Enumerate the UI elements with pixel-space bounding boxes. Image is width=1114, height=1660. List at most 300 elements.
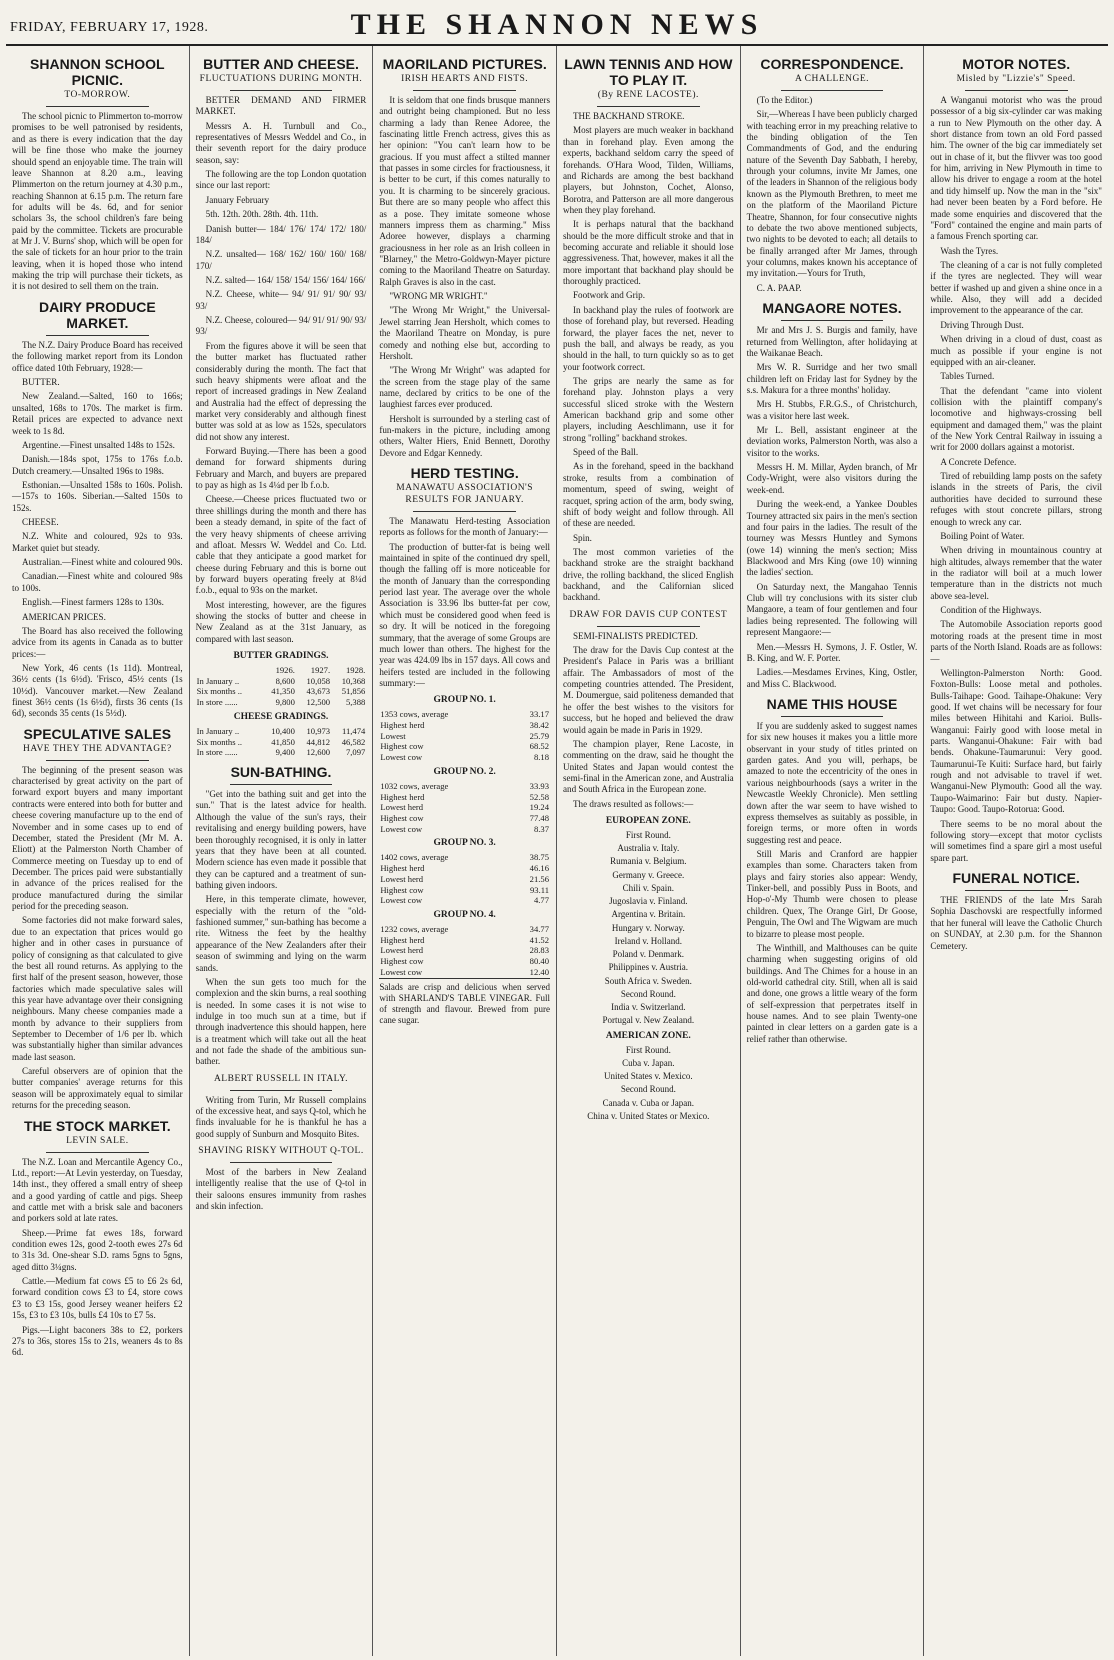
table-cell: 33.93 (529, 780, 549, 791)
column-1 (6, 46, 190, 1656)
article-body (747, 325, 918, 690)
table-cell: Six months .. (196, 686, 243, 697)
article-subhead: LEVIN SALE. (66, 1135, 129, 1146)
match: Hungary v. Norway. (611, 922, 685, 933)
article-headline: SUN-BATHING. (230, 764, 332, 781)
article-body (196, 95, 367, 645)
paragraph: Cattle.—Medium fat cows £5 to £6 2s 6d, forward condition cows £3 to £4, store cows £3 to £3 15s, good Jersey weaner heifers £2 15s, £3 to £3 10s, bulls £4 10s to £7 5s. (12, 1276, 183, 1321)
table-title: CHEESE GRADINGS. (233, 711, 329, 722)
table-cell: 38.75 (529, 852, 549, 863)
paragraph: "The Wrong Mr Wright," the Universal-Jewel starring Jean Hersholt, which comes to the Maoriland Theatre on Monday, is pure comedy and nothing else but, according to Hersholt. (379, 305, 550, 361)
zone-title: EUROPEAN ZONE. (605, 816, 691, 827)
article-headline: MOTOR NOTES. (962, 56, 1071, 72)
paragraph: Wash the Tyres. (940, 245, 999, 256)
table-row (379, 967, 550, 978)
table-cell (196, 665, 261, 676)
article-body (12, 1157, 183, 1359)
table-cell: Lowest (380, 730, 406, 741)
table-cell: 8.18 (533, 752, 549, 763)
paragraph: (To the Editor.) (756, 94, 813, 105)
table-cell: Lowest cow (380, 966, 423, 977)
rule-divider (597, 106, 699, 107)
table-cell: 33.17 (529, 709, 549, 720)
paragraph: Driving Through Dust. (940, 319, 1024, 330)
paragraph: When the sun gets too much for the complexion and the skin burns, a real soothing is needed. In some cases it is not wise to indulge in too much sun at a time, but if through inadvertence this should happen, here is a treatment which will take out all the heat and not fade the shade of the ambitious sun-bather. (195, 976, 367, 1067)
table-cell: 38.42 (529, 719, 549, 730)
paragraph: N.Z. unsalted— 168/ 162/ 160/ 160/ 168/ 170/ (195, 249, 367, 271)
article-headline: CORRESPONDENCE. (760, 56, 904, 72)
paragraph: BETTER DEMAND AND FIRMER MARKET. (195, 94, 367, 117)
paragraph: Men.—Messrs H. Symons, J. F. Ostler, W. B. King, and W. F. Porter. (746, 641, 918, 663)
columns (6, 46, 1108, 1656)
paragraph: The school picnic to Plimmerton to-morrow promises to be well patronised by residents, and as there is every indication that the day will be fine those who make the journey should spend an enjoyable time. The train will leave Shannon at 8.20 a.m., leaving Plimmerton on the return journey at 4.30 p.m., reaching Shannon at 6.15 p.m. The return fare for adults will be 4s. 6d, and for senior scholars 3s, the school children's fare being paid by the committee. Tickets are procurable at Mr J. V. Burns' shop, which will be open for the sale of tickets for an hour prior to the train leaving, when it is hoped those who intend making the trip will purchase their tickets, as it is not desired to sell them on the train. (12, 111, 183, 292)
article-subhead: ALBERT RUSSELL IN ITALY. (213, 1073, 349, 1084)
paragraph: The draw for the Davis Cup contest at the President's Palace in Paris was a brilliant affair. The Ambassadors of most of the competing countries attended. The President, M. Doumergue, said politeness demanded that he offer the best wishes to the visitors for success, but he hoped and believed the draw would again be made in Paris in 1929. (563, 645, 734, 735)
table-cell: 7,097 (345, 747, 366, 758)
paragraph: Boiling Point of Water. (940, 530, 1025, 541)
paragraph: Sheep.—Prime fat ewes 18s, forward condition ewes 12s, good 2-tooth ewes 27s 6d to 31s 3d. One-shear S.D. rams 5gns to 5gns, aged ditto 3¼gns. (12, 1227, 183, 1272)
article (930, 870, 1102, 952)
article-subhead: Misled by "Lizzie's" Speed. (956, 74, 1076, 85)
paragraph: It is perhaps natural that the backhand should be the more difficult stroke and that in becoming accurate and reliable it should lose aggressiveness. That, however, makes it all the more important that backhand play should be thoroughly practiced. (563, 219, 734, 287)
rule-divider (46, 760, 148, 761)
article-headline: LAWN TENNIS AND HOW TO PLAY IT. (564, 56, 733, 89)
table-cell: 51,856 (341, 686, 366, 697)
paragraph: Wellington-Palmerston North: Good. Foxton-Bulls: Loose metal and potholes. Bulls-Taihape: Good. Taihape-Ohakune: Very good. If wet chains will be necessary for four miles between Hihitahi and Karioi. Bulls-Wanganui: Fairly good with loose metal in parts. Wanganui-Ohakune: Fair with bad bends. Ohakune-Taumarunui: Very good. Taumarunui-Te Kuiti: Surface hard, but fairly rough and not advisable to travel if wet. Wanganui-New Plymouth: Good all the way. Taupo-Waimarino: Fair but dusty. Napier-Taupo: Good. Taupo-Rotorua: Good. (930, 667, 1102, 815)
paragraph: Some factories did not make forward sales, due to an expectation that prices would go higher and in other cases in pursuance of policy of consigning as that calculated to give the best all round returns. As applying to the first half of the present season, however, those factories which made speculative sales will this year have advantage over their consigning neighbours. Many cheese companies made a month by advance to their suppliers from September to December of 1/6 per lb. which was substantially higher than similar advances made last season. (12, 915, 183, 1062)
article-subhead: A CHALLENGE. (794, 74, 870, 85)
herd-table (379, 852, 550, 906)
match: Chili v. Spain. (622, 882, 675, 893)
paragraph: A Wanganui motorist who was the proud possessor of a big six-cylinder car was making a run to New Plymouth on the other day. A short distance from town an old Ford passed him. The owner of the big car immediately set out in chase of it, but the flivver was too good for him, arriving in New Plymouth in time to allow his driver to engage a room at the hotel and tidy himself up. Now the man in the "six" had never been beaten by a Ford before. He made some enquiries and discovered that the "Ford" contained the engine and main parts of a famous French sporting car. (930, 94, 1102, 242)
article (12, 726, 183, 1112)
paragraph: Most of the barbers in New Zealand intelligently realise that the use of Q-tol in their saloons ensures immunity from rashes and skin infection. (195, 1166, 367, 1212)
paragraph: The Manawatu Herd-testing Association reports as follows for the month of January:— (379, 515, 550, 538)
match: Australia v. Italy. (617, 843, 680, 854)
paragraph: Condition of the Highways. (940, 605, 1042, 616)
table-header-cell: 1927. (310, 665, 331, 676)
article (379, 56, 550, 459)
article (196, 764, 367, 1068)
paragraph: The Automobile Association reports good motoring roads at the present time in most parts of the North Island. Roads are as follows:— (930, 619, 1102, 664)
match: Germany v. Greece. (612, 869, 685, 880)
paragraph: Careful observers are of opinion that the butter companies' average returns for this season will be approximately equal to similar returns for the preceding season. (12, 1066, 183, 1111)
rule-divider (230, 90, 332, 91)
table-header-cell: 1926. (275, 665, 295, 676)
article (747, 300, 918, 690)
table-cell: 93.11 (529, 884, 549, 895)
paragraph: Most players are much weaker in backhand than in forehand play. Even among the experts, backhand seldom carry the speed of forehands. O'Hara Wood, Tilden, Williams, and Richards are among the best backhand players, but Johnston, Cochet, Alonso, Borotra, and Patterson are all more dangerous when they play forehand. (563, 125, 734, 215)
table-cell: 52.58 (529, 791, 549, 802)
table-cell: 9,400 (275, 747, 295, 758)
paragraph: Messrs H. M. Millar, Ayden branch, of Mr Cody-Wright, were also visitors during the week-end. (746, 462, 918, 495)
rule-divider (413, 511, 515, 512)
column-6 (924, 46, 1108, 1656)
match: United States v. Mexico. (604, 1071, 693, 1082)
paragraph: New Zealand.—Salted, 160 to 166s; unsalted, 168s to 170s. The market is firm. Retail prices are expected to advance next week to 1s 8d. (12, 391, 183, 436)
rule-divider (413, 90, 515, 91)
article-body (747, 95, 918, 294)
article (563, 56, 734, 604)
article-subhead: SHAVING RISKY WITHOUT Q-TOL. (198, 1146, 364, 1157)
article-headline: SPECULATIVE SALES (23, 725, 172, 742)
table-header-cell: 1928. (345, 665, 366, 676)
table-row (379, 720, 550, 731)
table-row (196, 726, 367, 737)
paragraph: Most interesting, however, are the figures showing the stocks of butter and cheese in New Zealand as at the 31st January, as compared with last season. (195, 599, 367, 644)
table-cell: Lowest cow (380, 895, 423, 906)
herd-table (379, 709, 550, 763)
article-body (12, 765, 183, 1112)
advertisement: Salads are crisp and delicious when served with SHARLAND'S TABLE VINEGAR. Full of strength and flavour. Brewed from pure cane sugar. (379, 978, 550, 1027)
table-row (196, 747, 367, 758)
paragraph: Danish butter— 184/ 176/ 174/ 172/ 180/ 184/ (195, 223, 367, 245)
table-row (379, 741, 550, 752)
group-title: GROUP NO. 2. (433, 766, 496, 777)
table-row (379, 852, 550, 863)
rule-divider (46, 335, 148, 336)
article-body (196, 1167, 367, 1212)
table-cell: 46,582 (341, 736, 366, 747)
paragraph: The Winthill, and Malthouses can be quite charming when suggesting origins of old buildings. And The Chimes for a house in an old-world cathedral city. Still, when all is said and done, one grows a little weary of the form of self-expression that perpetrates itself in house names. And to see plain Twenty-one painted in clear letters on a garden gate is a relief rather than otherwise. (746, 942, 918, 1044)
article-headline: HERD TESTING. (410, 465, 519, 482)
rule-divider (781, 716, 883, 717)
article-headline: NAME THIS HOUSE (766, 695, 898, 712)
table-cell: 34.77 (529, 923, 549, 934)
table-cell: 4.77 (533, 895, 549, 906)
table-cell: 80.40 (529, 956, 549, 967)
table-row (379, 813, 550, 824)
table-cell: Highest herd (380, 934, 425, 945)
match: Poland v. Denmark. (612, 949, 685, 960)
paragraph: The grips are nearly the same as for forehand play. Johnston plays a very successful sliced stroke with the Western American backhand grip and some other players, including Aeschlimann, use it for strong "rolling" backhand strokes. (563, 375, 734, 443)
table-cell: 8,600 (275, 675, 295, 686)
paragraph: Mrs W. R. Surridge and her two small children left on Friday last for Sydney by the s.s. Makura for a three months' holiday. (746, 362, 918, 395)
table-row (379, 781, 550, 792)
masthead (6, 0, 1108, 46)
rule-divider (781, 90, 883, 91)
paragraph: The Board has also received the following advice from its agents in Canada as to butter prices:— (12, 625, 183, 659)
table-cell: 28.83 (529, 945, 549, 956)
table-row (196, 676, 367, 687)
article-body (379, 95, 550, 459)
group-title: GROUP NO. 3. (433, 838, 496, 849)
article-body (747, 721, 918, 1045)
paragraph: On Saturday next, the Mangahao Tennis Club will try conclusions with its sister club Mangaore, a team of four gentlemen and four ladies being represented. The following will represent Mangaore:— (746, 581, 918, 638)
paragraph: It is seldom that one finds brusque manners and outright being championed. But no less charming a lady than Renee Adoree, the fascinating little French actress, gives this as her opinion: "You can't learn how to be gracious. If you must affect a stilted manner that passes in some circles for fractiousness, it is better to be curt, if this comes naturally to you. It is charming to be sincerely gracious. But there are so many people who affect this as a pose. They imitate someone whose manners impress them as charming." Miss Adoree however, displays a charming graciousness in her role as an Irish colleen in "Blarney," the Metro-Goldwyn-Mayer picture coming to the Maoriland Theatre on Saturday. Ralph Graves is also in the cast. (379, 94, 550, 287)
table-row (379, 895, 550, 906)
table-cell: 9,800 (275, 697, 295, 708)
table-cell: 8.37 (533, 823, 549, 834)
article-headline: FUNERAL NOTICE. (952, 869, 1080, 886)
paragraph: The most common varieties of the backhand stroke are the straight backhand drive, the rolling backhand, the sliced English backhand, and the Californian sliced backhand. (563, 547, 734, 603)
paragraph: English.—Finest farmers 128s to 130s. (22, 597, 164, 608)
table-cell: 12,600 (306, 747, 331, 758)
table-cell: 19.24 (529, 802, 549, 813)
paragraph: BUTTER. (22, 377, 60, 388)
paragraph: Australian.—Finest white and coloured 90s. (22, 557, 183, 568)
match: India v. Switzerland. (611, 1002, 686, 1013)
paragraph: A Concrete Defence. (940, 456, 1017, 467)
table-row (379, 802, 550, 813)
article-subhead: MANAWATU ASSOCIATION'S RESULTS FOR JANUARY. (396, 483, 534, 506)
article-headline: BUTTER AND CHEESE. (203, 56, 359, 72)
article (196, 1146, 367, 1212)
article (747, 696, 918, 1045)
paragraph: Messrs A. H. Turnbull and Co., representatives of Messrs Weddel and Co., in their seventh report for the dairy produce season, say: (195, 120, 367, 165)
paragraph: In backhand play the rules of footwork are those of forehand play, but reversed. Heading forward, the player faces the net, never to push the ball, and always be ready, as you should in the hall, to turn quickly so as to get your footwork correct. (563, 304, 734, 372)
table-cell: 41,350 (271, 686, 295, 697)
paragraph: N.Z. salted— 164/ 158/ 154/ 156/ 164/ 166/ (205, 275, 366, 285)
article-body (930, 95, 1102, 864)
paragraph: Danish.—184s spot, 175s to 176s f.o.b. Dutch creamery.—Unsalted 196s to 198s. (12, 454, 183, 476)
article (747, 56, 918, 294)
match: Canada v. Cuba or Japan. (602, 1097, 695, 1108)
rule-divider (965, 90, 1068, 91)
table-cell: 41,850 (271, 736, 295, 747)
paragraph: Tired of rebuilding lamp posts on the safety islands in the streets of Paris, the civil authorities have decided to surround these refuges with stout concrete pillars, strong enough to wreck any car. (930, 471, 1102, 527)
article-body (12, 111, 183, 293)
paragraph: From the figures above it will be seen that the butter market has fluctuated rather considerably during the month. The fact that such heavy shipments were afloat and the report of increased gradings in New Zealand and Australia had the effect of depressing the market very considerably and although finest butter was sold at as low as 152s, speculators did not show any interest. (195, 340, 367, 442)
article-subhead: TO-MORROW. (64, 90, 131, 101)
article (930, 56, 1102, 864)
paragraph: Argentine.—Finest unsalted 148s to 152s. (22, 439, 175, 450)
paragraph: The production of butter-fat is being well maintained in spite of the continued dry spell, though the falling off is more noticeable for the month of January than the corresponding period last year. The average over the whole Association is 33.96 lbs butter-fat per cow, which must be considered good when feed is so dry. It will be noticed in the foregoing summary, that the average of some Groups are much lower than others. The highest for the year was 424.09 lbs in 157 days. All cows and heifers tested are included in the following summary:— (379, 541, 550, 688)
table-cell: Lowest herd (380, 873, 424, 884)
paragraph: The draws resulted as follows:— (573, 798, 694, 809)
paragraph: Canadian.—Finest white and coloured 98s to 100s. (12, 571, 183, 593)
rule-divider (781, 320, 883, 321)
match: Jugoslavia v. Finland. (609, 896, 688, 907)
table-row (379, 885, 550, 896)
zone-title: AMERICAN ZONE. (605, 1030, 691, 1041)
group-title: GROUP NO. 4. (433, 909, 496, 920)
table-cell: Highest cow (380, 812, 424, 823)
column-2 (190, 46, 374, 1656)
gradings-table (196, 665, 367, 708)
rule-divider (46, 1152, 148, 1153)
paragraph: If you are suddenly asked to suggest names for six new houses it makes you a little more observant in your study of titles printed on garden gates. And you will, perhaps, be amazed to note the eccentricity of the ones in various neighbourhoods (says a writer in the Newcastle Weekly Chronicle). Men settling down after the war seem to have wished to express themselves as suitably as possible, in foreign terms, or more often in words suggesting rest and peace. (746, 721, 918, 845)
table-cell: 11,474 (342, 725, 366, 736)
table-cell: 1402 cows, average (380, 852, 449, 863)
match: Rumania v. Belgium. (610, 856, 687, 867)
group-title: GROUP NO. 1. (433, 695, 496, 706)
table-cell: In store ...... (196, 747, 238, 758)
paragraph: THE FRIENDS of the late Mrs Sarah Sophia Daschovski are respectfully informed that her funeral will leave the Catholic Church on SUNDAY, at 2.30 p.m. for the Shannon Cemetery. (930, 895, 1102, 951)
article-body (196, 1095, 367, 1140)
paragraph: Mr and Mrs J. S. Burgis and family, have returned from Wellington, after holidaying at the Waikanae Beach. (746, 325, 918, 358)
table-header-row (196, 665, 367, 676)
column-5 (741, 46, 925, 1656)
paragraph: C. A. PAAP. (756, 282, 802, 293)
paragraph: When driving in a cloud of dust, coast as much as possible if your engine is not equipped with an air-cleaner. (930, 334, 1102, 367)
table-cell: 1032 cows, average (380, 780, 449, 791)
article-body (563, 111, 734, 604)
rule-divider (46, 106, 148, 107)
paragraph: N.Z. Cheese, white— 94/ 91/ 91/ 90/ 93/ 93/ (195, 289, 367, 311)
paragraph: "The Wrong Mr Wright" was adapted for the screen from the stage play of the same name, declared by critics to be one of the laughiest farces ever produced. (379, 365, 550, 410)
article-headline: MAORILAND PICTURES. (382, 56, 547, 72)
table-cell: Lowest herd (380, 802, 424, 813)
column-4 (557, 46, 741, 1656)
table-cell: Highest cow (380, 741, 424, 752)
article-body (12, 340, 183, 720)
article (563, 610, 734, 810)
table-cell: 44,812 (306, 736, 331, 747)
table-cell: Highest cow (380, 884, 424, 895)
table-cell: Lowest cow (380, 752, 423, 763)
paragraph: The champion player, Rene Lacoste, in commenting on the draw, said he thought the United States and Japan would contest the semi-final in the American zone, and Australia and South Africa in the European zone. (563, 738, 734, 795)
article-subhead: HAVE THEY THE ADVANTAGE? (22, 743, 172, 754)
table-row (379, 709, 550, 720)
table-cell: In January .. (196, 675, 240, 686)
match: Argentina v. Britain. (611, 909, 686, 920)
paragraph: That the defendant "came into violent collision with the plaintiff company's locomotive and highways-crossing bell equipment and damaged them," was the plaint of the New York Central Railway in issuing a writ for 2000 dollars against a motorist. (930, 385, 1102, 453)
article (196, 1074, 367, 1140)
match: Portugal v. New Zealand. (602, 1015, 695, 1026)
table-cell: Highest herd (380, 719, 425, 730)
paragraph: Cheese.—Cheese prices fluctuated two or three shillings during the month and there has been a steady demand, in spite of the fact of the very heavy shipments of cheese arriving and afloat. Messrs W. Weddel and Co. Ltd. cable that they anticipate a good market for cheese during February and this is borne out by forward buyers operating freely at 8¼d f.o.b., equal to 93s on the market. (195, 494, 367, 596)
table-cell: 46.16 (529, 863, 549, 874)
table-title: BUTTER GRADINGS. (233, 651, 329, 662)
table-cell: Highest cow (380, 956, 424, 967)
paragraph: Esthonian.—Unsalted 158s to 160s. Polish.—157s to 160s. Siberian.—Salted 150s to 152s. (12, 479, 183, 513)
table-row (196, 737, 367, 748)
round-title: First Round. (625, 829, 671, 840)
paragraph: Still Maris and Cranford are happier examples than some. Characters taken from plays and fairy stories also appear: Wendy, Tinker-bell, and possibly Puss in Boots, and Hop-o'-My Thumb were chosen to please children. Quex, The Orange Girl, Dr Goose, Penguin, The Owl and The Wigwam are much to bizarre to please most people. (746, 849, 918, 939)
paragraph: SEMI-FINALISTS PREDICTED. (573, 630, 698, 641)
table-row (196, 697, 367, 708)
herd-table (379, 924, 550, 978)
paragraph: Writing from Turin, Mr Russell complains of the excessive heat, and says Q-tol, which he finds invaluable for he is thankful he has a good supply of Sunburn and Mosquito Bites. (195, 1094, 367, 1139)
paragraph: Forward Buying.—There has been a good demand for forward shipments during February and March, and buyers are prepared to pay as high as 1s 4¼d per lb f.o.b. (195, 446, 367, 491)
table-cell: 68.52 (529, 741, 549, 752)
paragraph: The cleaning of a car is not fully completed if the tyres are neglected. They will wear better if washed up and given a shine once in a while. Also, they will add a decided improvement to the appearance of the car. (930, 260, 1102, 316)
paragraph: 5th. 12th. 20th. 28th. 4th. 11th. (205, 209, 319, 220)
table-row (379, 935, 550, 946)
paragraph: Footwork and Grip. (573, 290, 645, 301)
table-cell: 12.40 (529, 966, 549, 977)
table-cell: Lowest cow (380, 823, 423, 834)
paragraph: "WRONG MR WRIGHT." (389, 291, 488, 302)
match: Cuba v. Japan. (622, 1057, 675, 1068)
paragraph: Mr L. Bell, assistant engineer at the deviation works, Palmerston North, was also a visitor to the works. (746, 425, 918, 458)
table-cell: Lowest herd (380, 945, 424, 956)
paragraph: When driving in mountainous country at high altitudes, always remember that the water in the radiator will boil at a much lower temperature than in the districts not much above sea-level. (930, 545, 1102, 601)
paragraph: Ladies.—Mesdames Ervines, King, Ostler, and Miss C. Blackwood. (746, 667, 918, 689)
table-cell: In store ...... (196, 697, 238, 708)
paragraph: New York, 46 cents (1s 11d). Montreal, 36½ cents (1s 6½d). 'Frisco, 45½ cents (1s 10½d). Vancouver market.—New Zealand finest 36½ cents (1s 6½d), firsts 36 cents (1s 6d), seconds 35 cents (1s 5½d). (12, 662, 183, 719)
article-body (196, 789, 367, 1068)
table-cell: Six months .. (196, 736, 243, 747)
table-row (379, 945, 550, 956)
column-3 (373, 46, 557, 1656)
article-subhead: IRISH HEARTS AND FISTS. (401, 74, 529, 85)
table-row (379, 924, 550, 935)
article (12, 56, 183, 293)
article (12, 1118, 183, 1359)
paragraph: Sir,—Whereas I have been publicly charged with teaching error in my preaching relative to the binding obligation of the Ten Commandments of God, and the enduring nature of the Seventh Day Sabbath, I hereby, through your columns, invite Mr James, one of the leaders in Shannon of the religious body known as the Plymouth Brethren, to meet me on the platform of the Maoriland Picture Theatre, Shannon, for four consecutive nights to debate the two above mentioned subjects, two nights to be devoted to each; all details to be finally arranged after Mr James, through your columns, makes known his acceptance of my invitation.—Yours for Truth, (746, 109, 918, 279)
table-cell: 10,973 (306, 725, 331, 736)
table-row (379, 731, 550, 742)
table-row (379, 874, 550, 885)
paragraph: Speed of the Ball. (573, 447, 639, 458)
rule-divider (965, 890, 1068, 891)
table-cell: 21.56 (529, 873, 549, 884)
paragraph: Pigs.—Light baconers 38s to £2, porkers 27s to 36s, stores 15s to 21s, weaners 4s to 8s 6d. (12, 1324, 183, 1358)
table-cell: In January .. (196, 725, 240, 736)
article-body (930, 895, 1102, 952)
table-row (379, 792, 550, 803)
newspaper-title: THE SHANNON NEWS (350, 8, 764, 41)
table-cell: Highest herd (380, 863, 425, 874)
article-body (563, 631, 734, 810)
paragraph: The N.Z. Dairy Produce Board has received the following market report from its London office dated 10th February, 1928:— (12, 340, 183, 373)
paragraph: THE BACKHAND STROKE. (573, 111, 685, 122)
rule-divider (230, 1090, 332, 1091)
paragraph: Tables Turned. (940, 371, 995, 382)
paragraph: N.Z. White and coloured, 92s to 93s. Market quiet but steady. (12, 531, 183, 553)
paragraph: The following are the top London quotation since our last report: (195, 169, 367, 191)
article-subhead: FLUCTUATIONS DURING MONTH. (199, 74, 363, 85)
table-cell: 1353 cows, average (380, 709, 449, 720)
table-row (379, 863, 550, 874)
rule-divider (230, 1162, 332, 1163)
paragraph: N.Z. Cheese, coloured— 94/ 91/ 91/ 90/ 93/ 93/ (195, 315, 367, 337)
article-headline: SHANNON SCHOOL PICNIC. (30, 56, 165, 89)
paragraph: Spin. (573, 532, 592, 543)
paragraph: There seems to be no moral about the following story—except that motor cyclists will sometimes find a spare girl a most useful spare part. (930, 818, 1102, 863)
article (379, 465, 550, 689)
paragraph: CHEESE. (22, 517, 59, 528)
article-headline: THE STOCK MARKET. (23, 1117, 171, 1134)
article (12, 299, 183, 720)
paragraph: The beginning of the present season was characterised by great activity on the part of forward export buyers and many important contracts were entered into both for butter and cheese covering manufacture up to the end of November and in some cases up to end of December, stated the President (Mr M. A. Eliott) at the Palmerston North Chamber of Commerce meeting on Tuesday up to end of December. The prices paid were substantially in advance of the prices realised for the produce manufactured during the similar period for the preceding season. (12, 764, 183, 912)
table-row (379, 824, 550, 835)
paragraph: Here, in this temperate climate, however, especially with the return of the "old-fashioned summer," sun-bathing has become a rite. Witness the feet by the healthy appearance of the New Zealanders after their season of swimming and lying on the warm sands. (195, 894, 367, 973)
article (196, 56, 367, 645)
article-headline: DAIRY PRODUCE MARKET. (38, 298, 156, 331)
match: Philippines v. Austria. (608, 962, 689, 973)
table-cell: 25.79 (529, 730, 549, 741)
table-row (196, 686, 367, 697)
table-cell: 10,400 (271, 725, 295, 736)
table-cell: Highest herd (380, 791, 425, 802)
table-cell: 77.48 (529, 812, 549, 823)
match: China v. United States or Mexico. (587, 1110, 710, 1121)
paragraph: Mrs H. Stubbs, F.R.G.S., of Christchurch, was a visitor here last week. (746, 399, 918, 421)
gradings-table (196, 726, 367, 758)
issue-date: FRIDAY, FEBRUARY 17, 1928. (10, 20, 209, 35)
table-cell: 1232 cows, average (380, 923, 449, 934)
paragraph: The N.Z. Loan and Mercantile Agency Co., Ltd., report:—At Levin yesterday, on Tuesday, 14th inst., they offered a small entry of sheep and a good yarding of cattle and pigs. Sheep and cattle met with a brisk sale and baconers and porkers sold at late rates. (12, 1156, 183, 1224)
article-headline: MANGAORE NOTES. (762, 300, 902, 317)
paragraph: During the week-end, a Yankee Doubles Tourney attracted six pairs in the men's section and four pairs in the ladies. The result of the tourney was Messrs Huntley and Symons (owe 14) winning the men's section; Miss Blackwood and Mrs King (owe 10) winning the ladies' section. (746, 499, 918, 578)
article-subhead: DRAW FOR DAVIS CUP CONTEST (569, 609, 728, 620)
round-title: First Round. (625, 1044, 671, 1055)
round-title: Second Round. (620, 988, 676, 999)
paragraph: "Get into the bathing suit and get into the sun." That is the latest advice for health. Although the value of the sun's rays, their revitalising and energy building powers, have been thoroughly recognised, it is only in latter years that they have been at all counted. Modern science has even made it possible that they can be captured and a treatment of sun-bathing given indoors. (195, 789, 367, 890)
paragraph: Hersholt is surrounded by a sterling cast of fun-makers in the picture, including among others, Walter Hiers, Enid Bennett, Dorothy Devore and Edgar Kennedy. (379, 413, 550, 458)
rule-divider (597, 626, 699, 627)
article-subhead: (By RENE LACOSTE). (597, 90, 699, 101)
table-row (379, 956, 550, 967)
round-title: Second Round. (620, 1084, 676, 1095)
table-cell: 41.52 (529, 934, 549, 945)
table-cell: 10,058 (306, 675, 331, 686)
table-row (379, 752, 550, 763)
paragraph: AMERICAN PRICES. (22, 611, 106, 622)
